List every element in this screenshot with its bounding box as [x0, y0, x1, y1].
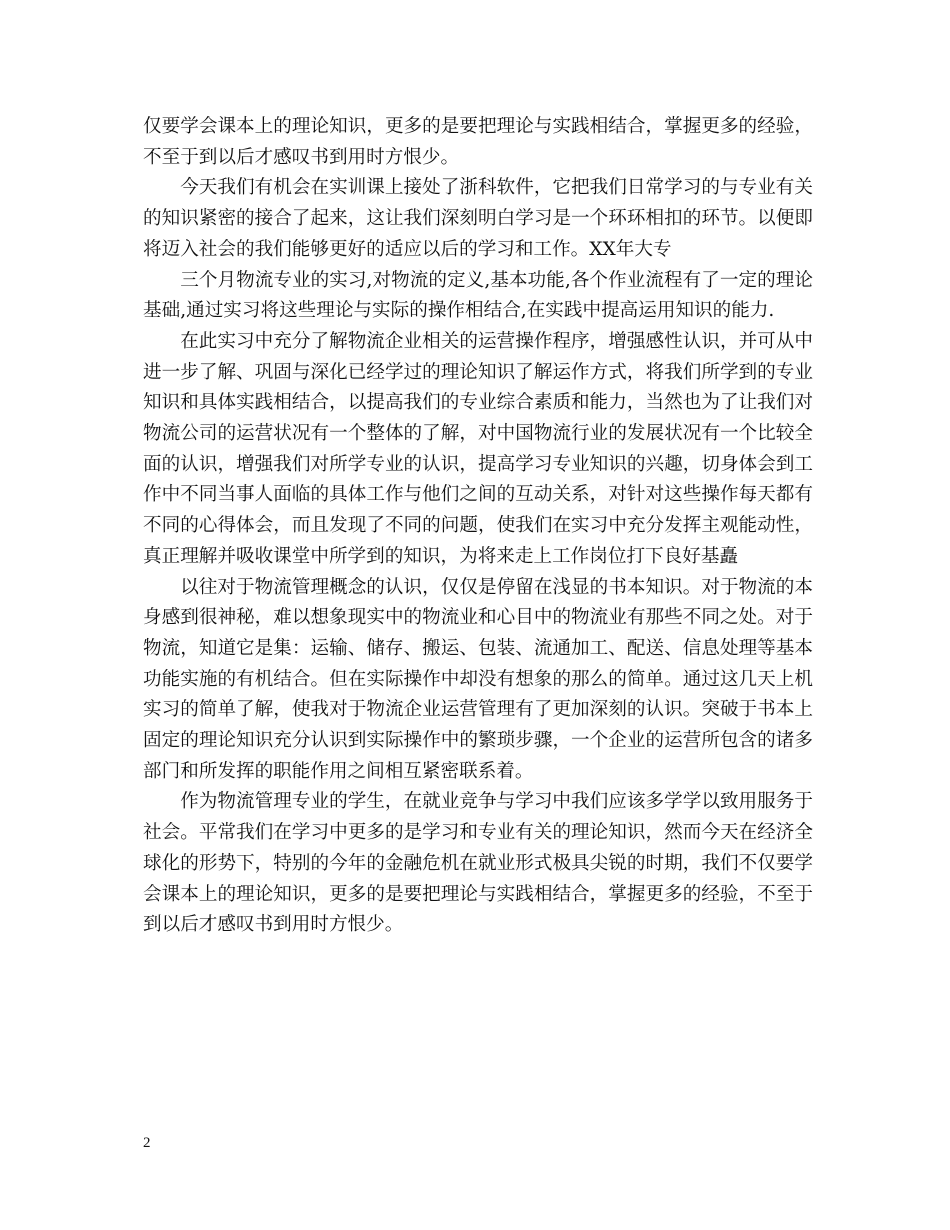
paragraph-6: 作为物流管理专业的学生，在就业竞争与学习中我们应该多学学以致用服务于社会。平常我们在学习中更多的是学习和专业有关的理论知识，然而今天在经济全球化的形势下，特别的今年的金融危机在就业形式极具尖锐的时期，我们不仅要学会课本上的理论知识，更多的是要把理论与实践相结合，掌握更多的经验，不至于到以后才感叹书到用时方恨少。: [143, 791, 813, 936]
paragraph-2: 今天我们有机会在实训课上接处了浙科软件，它把我们日常学习的与专业有关的知识紧密的接合了起来，这让我们深刻明白学习是一个环环相扣的环节。以便即将迈入社会的我们能够更好的适应以后的学习和工作。XX年大专: [143, 177, 813, 260]
page-number: 2: [143, 1135, 151, 1151]
paragraph-4: 在此实习中充分了解物流企业相关的运营操作程序，增强感性认识，并可从中进一步了解、巩固与深化已经学过的理论知识了解运作方式，将我们所学到的专业知识和具体实践相结合，以提高我们的专业综合素质和能力，当然也为了让我们对物流公司的运营状况有一个整体的了解，对中国物流行业的发展状况有一个比较全面的认识，增强我们对所学专业的认识，提高学习专业知识的兴趣，切身体会到工作中不同当事人面临的具体工作与他们之间的互动关系，对针对这些操作每天都有不同的心得体会，而且发现了不同的问题，使我们在实习中充分发挥主观能动性，真正理解并吸收课堂中所学到的知识，为将来走上工作岗位打下良好基矗: [143, 330, 813, 567]
paragraph-3: 三个月物流专业的实习,对物流的定义,基本功能,各个作业流程有了一定的理论基础,通过实习将这些理论与实际的操作相结合,在实践中提高运用知识的能力.: [143, 269, 813, 322]
document-body: [143, 112, 813, 941]
paragraph-1: 仅要学会课本上的理论知识，更多的是要把理论与实践相结合，掌握更多的经验，不至于到以后才感叹书到用时方恨少。: [143, 116, 813, 168]
paragraph-5: 以往对于物流管理概念的认识，仅仅是停留在浅显的书本知识。对于物流的本身感到很神秘，难以想象现实中的物流业和心目中的物流业有那些不同之处。对于物流，知道它是集：运输、储存、搬运、包装、流通加工、配送、信息处理等基本功能实施的有机结合。但在实际操作中却没有想象的那么的简单。通过这几天上机实习的简单了解，使我对于物流企业运营管理有了更加深刻的认识。突破于书本上固定的理论知识充分认识到实际操作中的繁琐步骤，一个企业的运营所包含的诸多部门和所发挥的职能作用之间相互紧密联系着。: [143, 576, 813, 782]
